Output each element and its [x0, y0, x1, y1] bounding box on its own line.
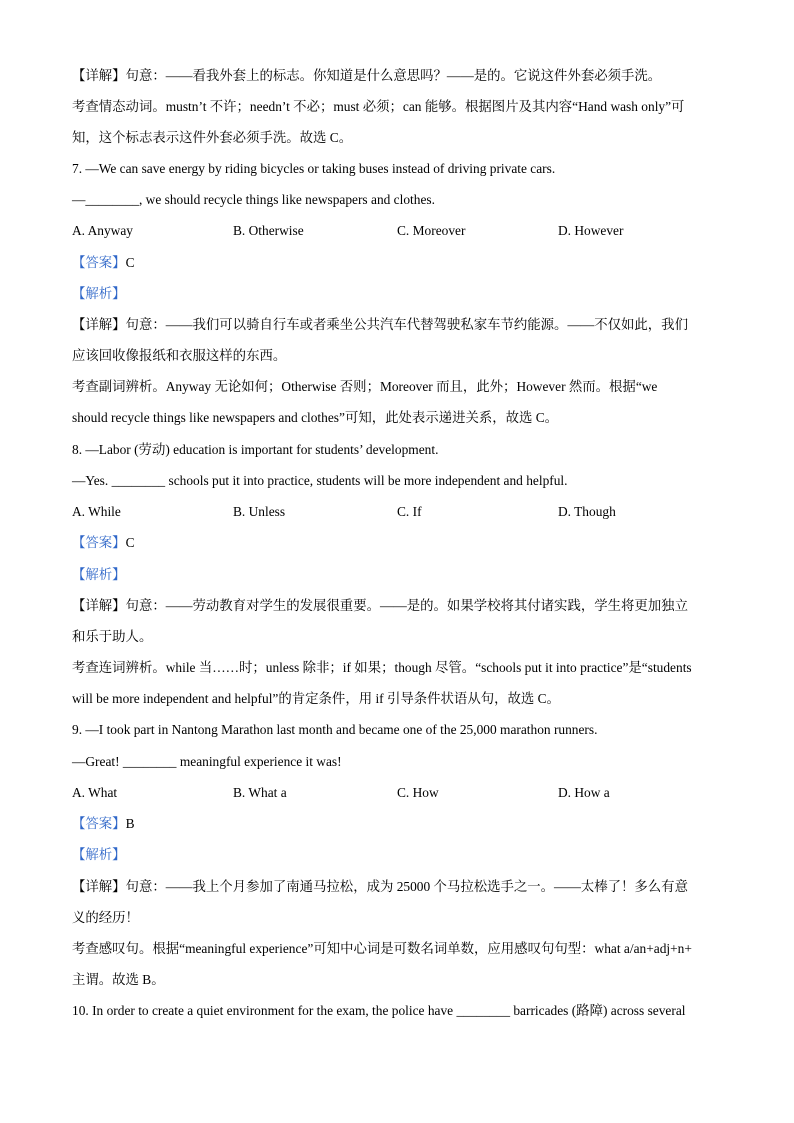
- q9-explanation-translation: 【详解】句意：——我上个月参加了南通马拉松，成为 25000 个马拉松选手之一。——太棒了！多么有意: [72, 879, 688, 894]
- q7-option-c: C. Moreover: [397, 223, 466, 238]
- q8-option-b: B. Unless: [233, 504, 286, 519]
- q7-option-b: B. Otherwise: [233, 223, 304, 238]
- q8-analysis: [72, 566, 722, 584]
- q8-option-c: C. If: [397, 504, 422, 519]
- answer-label: 【答案】: [72, 816, 126, 831]
- q6-explanation-translation: 【详解】句意：——看我外套上的标志。你知道是什么意思吗？——是的。它说这件外套必须手洗。: [72, 68, 662, 83]
- q8-question-line-2: —Yes. ________ schools put it into practice, students will be more independent and helpful.: [72, 473, 568, 488]
- q8-option-a: A. While: [72, 504, 121, 519]
- q10-question: 10. In order to create a quiet environment for the exam, the police have ________ barricades (路障) across several: [72, 1003, 686, 1018]
- q7-answer: [72, 254, 722, 272]
- q9-explanation-line-2: 主谓。故选 B。: [72, 972, 165, 987]
- q9-option-c: C. How: [397, 785, 439, 800]
- q6-explanation-line-2: 知，这个标志表示这件外套必须手洗。故选 C。: [72, 130, 353, 145]
- q9-explanation-translation-2: 义的经历！: [72, 910, 139, 925]
- q9-answer: [72, 815, 722, 833]
- q8-explanation-translation: 【详解】句意：——劳动教育对学生的发展很重要。——是的。如果学校将其付诸实践，学生将更加独立: [72, 598, 688, 613]
- q8-explanation-line-2: will be more independent and helpful”的肯定条件，用 if 引导条件状语从句，故选 C。: [72, 691, 560, 706]
- q9-option-d: D. How a: [558, 785, 610, 800]
- q9-answer-value: B: [125, 816, 135, 831]
- q7-question: 7. —We can save energy by riding bicycles or taking buses instead of driving private cars.: [72, 161, 556, 176]
- q8-answer-value: C: [125, 535, 135, 550]
- q8-question: 8. —Labor (劳动) education is important for students’ development.: [72, 442, 439, 457]
- analysis-label: 【解析】: [72, 567, 126, 582]
- analysis-label: 【解析】: [72, 286, 126, 301]
- answer-label: 【答案】: [72, 255, 126, 270]
- q7-option-a: A. Anyway: [72, 223, 133, 238]
- q7-option-d: D. However: [558, 223, 624, 238]
- q7-explanation-translation-2: 应该回收像报纸和衣服这样的东西。: [72, 348, 287, 363]
- q9-question: 9. —I took part in Nantong Marathon last month and became one of the 25,000 marathon runners.: [72, 722, 598, 737]
- q7-explanation-translation: 【详解】句意：——我们可以骑自行车或者乘坐公共汽车代替驾驶私家车节约能源。——不仅如此，我们: [72, 317, 688, 332]
- q9-option-a: A. What: [72, 785, 118, 800]
- q7-answer-value: C: [125, 255, 135, 270]
- q8-explanation-translation-2: 和乐于助人。: [72, 629, 153, 644]
- q9-question-line-2: —Great! ________ meaningful experience it was!: [72, 754, 342, 769]
- q7-analysis: [72, 285, 722, 303]
- q7-explanation-line-1: 考查副词辨析。Anyway 无论如何；Otherwise 否则；Moreover 而且，此外；However 然而。根据“we: [72, 379, 658, 394]
- q8-explanation-line-1: 考查连词辨析。while 当……时；unless 除非；if 如果；though 尽管。“schools put it into practice”是“students: [72, 660, 692, 675]
- q9-option-b: B. What a: [233, 785, 287, 800]
- analysis-label: 【解析】: [72, 847, 126, 862]
- q7-explanation-line-2: should recycle things like newspapers and clothes”可知，此处表示递进关系，故选 C。: [72, 410, 559, 425]
- q9-explanation-line-1: 考查感叹句。根据“meaningful experience”可知中心词是可数名词单数，应用感叹句句型：what a/an+adj+n+: [72, 941, 692, 956]
- q8-option-d: D. Though: [558, 504, 616, 519]
- q7-question-line-2: —________, we should recycle things like newspapers and clothes.: [72, 192, 435, 207]
- answer-label: 【答案】: [72, 535, 126, 550]
- q8-answer: [72, 534, 722, 552]
- q9-analysis: [72, 846, 722, 864]
- q6-explanation-line-1: 考查情态动词。mustn’t 不许；needn’t 不必；must 必须；can 能够。根据图片及其内容“Hand wash only”可: [72, 99, 685, 114]
